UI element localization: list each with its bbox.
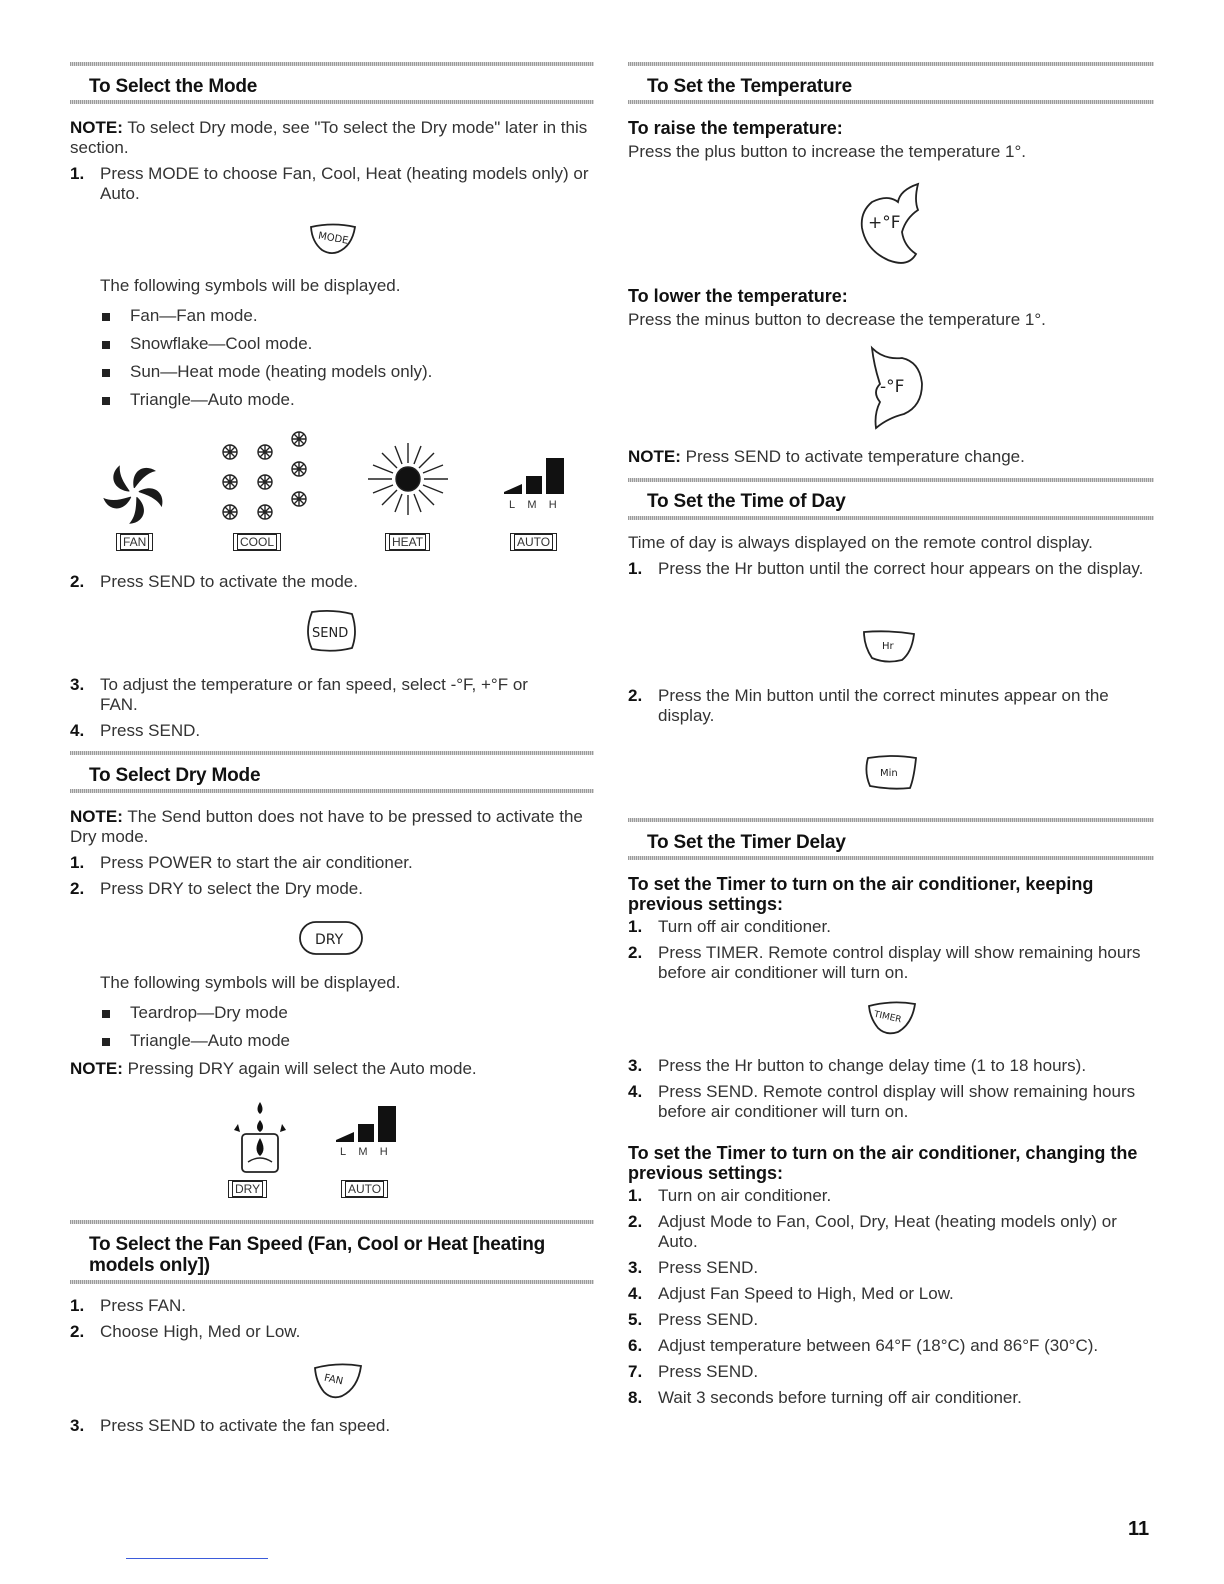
section-rule [70, 1280, 594, 1284]
bullet [102, 313, 110, 321]
heading-timer-delay: To Set the Timer Delay [647, 832, 846, 853]
step-number: 4. [70, 721, 85, 740]
svg-text:-°F: -°F [880, 377, 905, 397]
bullet-text: Triangle—Auto mode [130, 1031, 291, 1050]
bullet [102, 1010, 110, 1018]
note-mode: NOTE: To select Dry mode, see "To select the Dry mode" later in this section. [70, 118, 588, 157]
step-tod-2: Press the Min button until the correct minutes appear on the display. [658, 686, 1109, 725]
section-rule [70, 1220, 594, 1224]
step-number: 7. [628, 1362, 643, 1381]
heading-select-fan-speed: To Select the Fan Speed (Fan, Cool or Heat [heating models only]) [89, 1234, 546, 1276]
raise-text: Press the plus button to increase the temperature 1°. [628, 142, 1027, 161]
min-button-icon [862, 752, 920, 792]
step-mode-4: Press SEND. [100, 721, 201, 740]
bullet-text: Triangle—Auto mode. [130, 390, 295, 409]
hr-button-icon [860, 628, 918, 666]
bullet [102, 1038, 110, 1046]
step-number: 3. [628, 1056, 643, 1075]
bullet [102, 341, 110, 349]
step-number: 5. [628, 1310, 643, 1329]
raise-title: To raise the temperature: [628, 118, 843, 138]
note-temp: NOTE: Press SEND to activate temperature change. [628, 447, 1025, 466]
timer-b-step: Press SEND. [658, 1258, 759, 1277]
svg-text:MODE: MODE [317, 230, 350, 247]
bullet-text: Teardrop—Dry mode [130, 1003, 288, 1022]
step-number: 2. [628, 943, 643, 962]
heading-set-temperature: To Set the Temperature [647, 76, 852, 97]
section-rule [70, 789, 594, 793]
section-rule [628, 818, 1154, 822]
step-mode-2: Press SEND to activate the mode. [100, 572, 358, 591]
timer-a-step: Press SEND. Remote control display will show remaining hours before air conditioner will turn on. [658, 1082, 1136, 1121]
timer-a-step: Press the Hr button to change delay time (1 to 18 hours). [658, 1056, 1087, 1075]
plus-temp-button-icon [858, 180, 928, 270]
heading-select-dry: To Select Dry Mode [89, 765, 261, 786]
step-number: 8. [628, 1388, 643, 1407]
section-rule [70, 100, 594, 104]
fan-label: FAN [116, 533, 153, 551]
link-underline [126, 1558, 268, 1559]
mode-button-icon [308, 222, 358, 256]
step-number: 6. [628, 1336, 643, 1355]
heading-select-mode: To Select the Mode [89, 76, 258, 97]
step-dry-2: Press DRY to select the Dry mode. [100, 879, 363, 898]
step-fan-1: Press FAN. [100, 1296, 186, 1315]
step-fan-3: Press SEND to activate the fan speed. [100, 1416, 391, 1435]
section-rule [628, 478, 1154, 482]
teardrop-icon [228, 1098, 294, 1178]
step-number: 1. [628, 917, 643, 936]
fan-button-icon [312, 1362, 364, 1402]
timer-b-step: Adjust Fan Speed to High, Med or Low. [658, 1284, 954, 1303]
section-rule [628, 100, 1154, 104]
symbols-intro: The following symbols will be displayed. [100, 276, 401, 295]
bullet-text: Fan—Fan mode. [130, 306, 258, 325]
tod-intro: Time of day is always displayed on the remote control display. [628, 533, 1093, 552]
step-number: 2. [70, 879, 85, 898]
timer-b-step: Press SEND. [658, 1362, 759, 1381]
section-rule [628, 856, 1154, 860]
fan-speed-bars-icon [500, 456, 570, 496]
page-number: 11 [1128, 1518, 1150, 1540]
lmh-labels: L M H [509, 499, 557, 511]
svg-text:DRY: DRY [315, 932, 344, 948]
step-number: 1. [70, 1296, 85, 1315]
bullet-text: Sun—Heat mode (heating models only). [130, 362, 433, 381]
section-rule [70, 62, 594, 66]
step-number: 1. [70, 853, 85, 872]
step-number: 1. [628, 559, 643, 578]
bullet [102, 369, 110, 377]
timer-sub-keep: To set the Timer to turn on the air conditioner, keeping previous settings: [628, 874, 1094, 914]
svg-text:FAN: FAN [323, 1372, 345, 1388]
dry-label: DRY [228, 1180, 267, 1198]
timer-a-step: Turn off air conditioner. [658, 917, 831, 936]
symbols-intro-dry: The following symbols will be displayed. [100, 973, 401, 992]
lower-text: Press the minus button to decrease the temperature 1°. [628, 310, 1046, 329]
step-number: 1. [70, 164, 85, 183]
timer-sub-change: To set the Timer to turn on the air conditioner, changing the previous settings: [628, 1143, 1138, 1183]
note-dry: NOTE: The Send button does not have to be pressed to activate the Dry mode. [70, 807, 583, 846]
svg-text:+°F: +°F [868, 213, 901, 233]
step-mode-3: To adjust the temperature or fan speed, select -°F, +°F or FAN. [100, 675, 528, 714]
timer-b-step: Adjust Mode to Fan, Cool, Dry, Heat (heating models only) or Auto. [658, 1212, 1117, 1251]
svg-text:TIMER: TIMER [872, 1009, 903, 1026]
send-button-icon [302, 608, 360, 654]
minus-temp-button-icon [862, 344, 926, 432]
step-number: 2. [628, 1212, 643, 1231]
step-number: 3. [70, 675, 85, 694]
timer-b-step: Adjust temperature between 64°F (18°C) and 86°F (30°C). [658, 1336, 1099, 1355]
lmh-labels: L M H [340, 1146, 388, 1158]
step-number: 2. [628, 686, 643, 705]
auto-label: AUTO [341, 1180, 388, 1198]
step-number: 4. [628, 1284, 643, 1303]
timer-b-step: Wait 3 seconds before turning off air conditioner. [658, 1388, 1022, 1407]
snowflake-icon [215, 428, 315, 522]
heat-label: HEAT [385, 533, 430, 551]
cool-label: COOL [233, 533, 281, 551]
step-mode-1: Press MODE to choose Fan, Cool, Heat (heating models only) or Auto. [100, 164, 589, 203]
bullet-text: Snowflake—Cool mode. [130, 334, 313, 353]
section-rule [628, 62, 1154, 66]
timer-button-icon [866, 1000, 918, 1036]
timer-a-step: Press TIMER. Remote control display will show remaining hours before air conditioner will turn on. [658, 943, 1141, 982]
step-number: 2. [70, 572, 85, 591]
auto-label: AUTO [510, 533, 557, 551]
svg-text:Min: Min [880, 768, 898, 779]
sun-icon [366, 440, 450, 518]
heading-time-of-day: To Set the Time of Day [647, 491, 846, 512]
step-number: 2. [70, 1322, 85, 1341]
step-fan-2: Choose High, Med or Low. [100, 1322, 301, 1341]
step-number: 3. [70, 1416, 85, 1435]
fan-speed-bars-icon [332, 1104, 402, 1144]
step-number: 4. [628, 1082, 643, 1101]
svg-text:Hr: Hr [882, 641, 894, 652]
timer-b-step: Press SEND. [658, 1310, 759, 1329]
fan-icon [98, 462, 170, 524]
svg-text:SEND: SEND [312, 626, 349, 641]
bullet [102, 397, 110, 405]
lower-title: To lower the temperature: [628, 286, 848, 306]
timer-b-step: Turn on air conditioner. [658, 1186, 832, 1205]
step-tod-1: Press the Hr button until the correct hour appears on the display. [658, 559, 1144, 578]
step-dry-1: Press POWER to start the air conditioner. [100, 853, 413, 872]
step-number: 3. [628, 1258, 643, 1277]
note-dry-2: NOTE: Pressing DRY again will select the Auto mode. [70, 1059, 477, 1078]
section-rule [70, 751, 594, 755]
dry-button-icon [298, 920, 364, 956]
section-rule [628, 516, 1154, 520]
step-number: 1. [628, 1186, 643, 1205]
